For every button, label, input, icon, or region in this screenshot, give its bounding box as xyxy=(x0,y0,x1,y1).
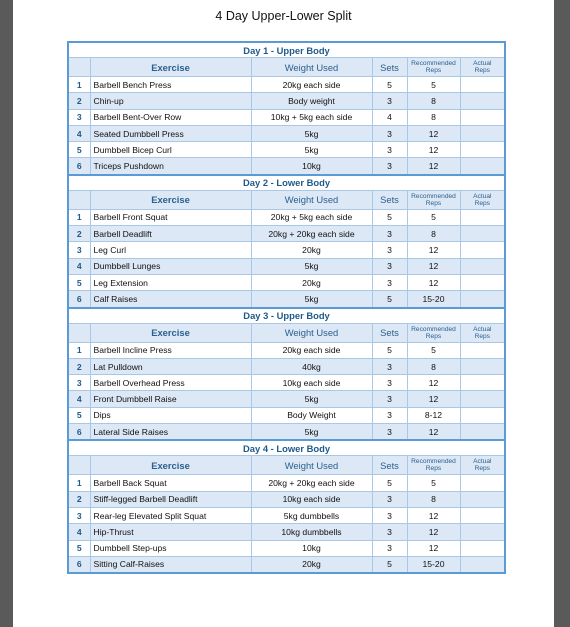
exercise-name: Barbell Overhead Press xyxy=(90,375,251,391)
actual-reps xyxy=(460,540,505,556)
sets-count: 3 xyxy=(372,507,407,523)
row-number: 4 xyxy=(68,391,90,407)
table-row xyxy=(68,125,505,141)
sets-count: 3 xyxy=(372,274,407,290)
row-number: 5 xyxy=(68,142,90,158)
exercise-name: Barbell Incline Press xyxy=(90,342,251,358)
exercise-name: Hip-Thrust xyxy=(90,524,251,540)
weight-used: 40kg xyxy=(251,358,372,374)
row-number: 4 xyxy=(68,258,90,274)
actual-reps xyxy=(460,258,505,274)
weight-used: Body Weight xyxy=(251,407,372,423)
row-number: 1 xyxy=(68,342,90,358)
exercise-name: Dumbbell Step-ups xyxy=(90,540,251,556)
exercise-name: Calf Raises xyxy=(90,291,251,308)
column-header-row xyxy=(68,58,505,77)
header-recommended-reps: Recommended Reps xyxy=(407,190,460,209)
exercise-name: Dumbbell Bicep Curl xyxy=(90,142,251,158)
recommended-reps: 12 xyxy=(407,524,460,540)
weight-used: 5kg xyxy=(251,291,372,308)
column-header-row xyxy=(68,323,505,342)
recommended-reps: 8 xyxy=(407,93,460,109)
header-actual-reps: Actual Reps xyxy=(460,323,505,342)
recommended-reps: 15-20 xyxy=(407,556,460,573)
exercise-name: Seated Dumbbell Press xyxy=(90,125,251,141)
row-number: 6 xyxy=(68,291,90,308)
actual-reps xyxy=(460,158,505,175)
sets-count: 3 xyxy=(372,358,407,374)
table-row xyxy=(68,475,505,491)
exercise-name: Lateral Side Raises xyxy=(90,424,251,441)
row-number: 2 xyxy=(68,358,90,374)
actual-reps xyxy=(460,242,505,258)
actual-reps xyxy=(460,507,505,523)
sets-count: 3 xyxy=(372,125,407,141)
actual-reps xyxy=(460,556,505,573)
day-title: Day 1 - Upper Body xyxy=(68,42,505,58)
recommended-reps: 8-12 xyxy=(407,407,460,423)
header-sets: Sets xyxy=(372,323,407,342)
actual-reps xyxy=(460,358,505,374)
document-title: 4 Day Upper-Lower Split xyxy=(215,9,352,23)
day-section-header xyxy=(68,175,505,191)
header-exercise: Exercise xyxy=(90,190,251,209)
header-weight: Weight Used xyxy=(251,190,372,209)
row-number: 6 xyxy=(68,556,90,573)
sets-count: 5 xyxy=(372,77,407,93)
recommended-reps: 12 xyxy=(407,242,460,258)
row-number: 1 xyxy=(68,209,90,225)
table-row xyxy=(68,209,505,225)
weight-used: 5kg dumbbells xyxy=(251,507,372,523)
sets-count: 5 xyxy=(372,291,407,308)
header-exercise: Exercise xyxy=(90,323,251,342)
workout-table xyxy=(67,41,506,574)
exercise-name: Barbell Bench Press xyxy=(90,77,251,93)
exercise-name: Chin-up xyxy=(90,93,251,109)
recommended-reps: 12 xyxy=(407,507,460,523)
header-number-cell xyxy=(68,58,90,77)
table-row xyxy=(68,93,505,109)
row-number: 2 xyxy=(68,226,90,242)
header-actual-reps: Actual Reps xyxy=(460,190,505,209)
recommended-reps: 12 xyxy=(407,375,460,391)
row-number: 6 xyxy=(68,424,90,441)
weight-used: 20kg + 5kg each side xyxy=(251,209,372,225)
sets-count: 3 xyxy=(372,540,407,556)
sets-count: 3 xyxy=(372,375,407,391)
recommended-reps: 8 xyxy=(407,226,460,242)
document-page xyxy=(13,0,554,627)
exercise-name: Dumbbell Lunges xyxy=(90,258,251,274)
exercise-name: Barbell Front Squat xyxy=(90,209,251,225)
sets-count: 4 xyxy=(372,109,407,125)
row-number: 6 xyxy=(68,158,90,175)
weight-used: 5kg xyxy=(251,142,372,158)
actual-reps xyxy=(460,274,505,290)
table-row xyxy=(68,226,505,242)
sets-count: 3 xyxy=(372,93,407,109)
exercise-name: Leg Curl xyxy=(90,242,251,258)
actual-reps xyxy=(460,424,505,441)
sets-count: 3 xyxy=(372,226,407,242)
recommended-reps: 8 xyxy=(407,358,460,374)
recommended-reps: 12 xyxy=(407,391,460,407)
header-recommended-reps: Recommended Reps xyxy=(407,323,460,342)
weight-used: 10kg xyxy=(251,540,372,556)
table-row xyxy=(68,142,505,158)
day-title: Day 2 - Lower Body xyxy=(68,175,505,191)
weight-used: 10kg dumbbells xyxy=(251,524,372,540)
table-row xyxy=(68,507,505,523)
sets-count: 3 xyxy=(372,142,407,158)
weight-used: 10kg each side xyxy=(251,375,372,391)
header-sets: Sets xyxy=(372,456,407,475)
weight-used: 10kg each side xyxy=(251,491,372,507)
table-row xyxy=(68,524,505,540)
actual-reps xyxy=(460,109,505,125)
header-recommended-reps: Recommended Reps xyxy=(407,456,460,475)
row-number: 5 xyxy=(68,540,90,556)
actual-reps xyxy=(460,125,505,141)
header-exercise: Exercise xyxy=(90,456,251,475)
recommended-reps: 5 xyxy=(407,475,460,491)
actual-reps xyxy=(460,407,505,423)
actual-reps xyxy=(460,291,505,308)
recommended-reps: 5 xyxy=(407,209,460,225)
header-actual-reps: Actual Reps xyxy=(460,456,505,475)
actual-reps xyxy=(460,375,505,391)
weight-used: 5kg xyxy=(251,125,372,141)
sets-count: 5 xyxy=(372,475,407,491)
weight-used: Body weight xyxy=(251,93,372,109)
exercise-name: Leg Extension xyxy=(90,274,251,290)
row-number: 2 xyxy=(68,491,90,507)
day-section-header xyxy=(68,308,505,324)
weight-used: 20kg + 20kg each side xyxy=(251,475,372,491)
day-title: Day 3 - Upper Body xyxy=(68,308,505,324)
exercise-name: Barbell Deadlift xyxy=(90,226,251,242)
row-number: 3 xyxy=(68,109,90,125)
exercise-name: Dips xyxy=(90,407,251,423)
table-row xyxy=(68,358,505,374)
recommended-reps: 12 xyxy=(407,142,460,158)
actual-reps xyxy=(460,226,505,242)
weight-used: 20kg each side xyxy=(251,342,372,358)
weight-used: 20kg each side xyxy=(251,77,372,93)
header-sets: Sets xyxy=(372,58,407,77)
weight-used: 20kg + 20kg each side xyxy=(251,226,372,242)
sets-count: 3 xyxy=(372,491,407,507)
weight-used: 20kg xyxy=(251,274,372,290)
day-section-header xyxy=(68,440,505,456)
sets-count: 3 xyxy=(372,407,407,423)
sets-count: 3 xyxy=(372,242,407,258)
sets-count: 3 xyxy=(372,391,407,407)
table-row xyxy=(68,540,505,556)
actual-reps xyxy=(460,93,505,109)
table-row xyxy=(68,556,505,573)
row-number: 3 xyxy=(68,507,90,523)
table-row xyxy=(68,407,505,423)
actual-reps xyxy=(460,524,505,540)
header-actual-reps: Actual Reps xyxy=(460,58,505,77)
column-header-row xyxy=(68,456,505,475)
weight-used: 5kg xyxy=(251,391,372,407)
sets-count: 3 xyxy=(372,524,407,540)
recommended-reps: 12 xyxy=(407,125,460,141)
header-number-cell xyxy=(68,190,90,209)
weight-used: 10kg xyxy=(251,158,372,175)
actual-reps xyxy=(460,391,505,407)
actual-reps xyxy=(460,209,505,225)
row-number: 4 xyxy=(68,524,90,540)
recommended-reps: 5 xyxy=(407,342,460,358)
day-title: Day 4 - Lower Body xyxy=(68,440,505,456)
recommended-reps: 12 xyxy=(407,424,460,441)
header-weight: Weight Used xyxy=(251,58,372,77)
table-row xyxy=(68,109,505,125)
exercise-name: Barbell Back Squat xyxy=(90,475,251,491)
sets-count: 3 xyxy=(372,424,407,441)
sets-count: 3 xyxy=(372,158,407,175)
actual-reps xyxy=(460,77,505,93)
exercise-name: Lat Pulldown xyxy=(90,358,251,374)
recommended-reps: 12 xyxy=(407,540,460,556)
table-row xyxy=(68,258,505,274)
exercise-name: Stiff-legged Barbell Deadlift xyxy=(90,491,251,507)
weight-used: 5kg xyxy=(251,258,372,274)
row-number: 4 xyxy=(68,125,90,141)
header-number-cell xyxy=(68,456,90,475)
table-row xyxy=(68,242,505,258)
recommended-reps: 15-20 xyxy=(407,291,460,308)
recommended-reps: 8 xyxy=(407,491,460,507)
header-sets: Sets xyxy=(372,190,407,209)
header-weight: Weight Used xyxy=(251,456,372,475)
row-number: 5 xyxy=(68,407,90,423)
sets-count: 5 xyxy=(372,556,407,573)
table-row xyxy=(68,375,505,391)
weight-used: 20kg xyxy=(251,556,372,573)
sets-count: 5 xyxy=(372,209,407,225)
exercise-name: Triceps Pushdown xyxy=(90,158,251,175)
header-exercise: Exercise xyxy=(90,58,251,77)
exercise-name: Barbell Bent-Over Row xyxy=(90,109,251,125)
table-row xyxy=(68,342,505,358)
table-row xyxy=(68,158,505,175)
row-number: 1 xyxy=(68,77,90,93)
actual-reps xyxy=(460,475,505,491)
row-number: 3 xyxy=(68,242,90,258)
recommended-reps: 12 xyxy=(407,258,460,274)
actual-reps xyxy=(460,142,505,158)
table-row xyxy=(68,391,505,407)
sets-count: 3 xyxy=(372,258,407,274)
actual-reps xyxy=(460,491,505,507)
weight-used: 5kg xyxy=(251,424,372,441)
table-row xyxy=(68,274,505,290)
header-weight: Weight Used xyxy=(251,323,372,342)
exercise-name: Rear-leg Elevated Split Squat xyxy=(90,507,251,523)
table-row xyxy=(68,491,505,507)
exercise-name: Front Dumbbell Raise xyxy=(90,391,251,407)
weight-used: 20kg xyxy=(251,242,372,258)
header-number-cell xyxy=(68,323,90,342)
recommended-reps: 12 xyxy=(407,158,460,175)
row-number: 1 xyxy=(68,475,90,491)
weight-used: 10kg + 5kg each side xyxy=(251,109,372,125)
recommended-reps: 5 xyxy=(407,77,460,93)
recommended-reps: 8 xyxy=(407,109,460,125)
day-section-header xyxy=(68,42,505,58)
table-row xyxy=(68,291,505,308)
actual-reps xyxy=(460,342,505,358)
exercise-name: Sitting Calf-Raises xyxy=(90,556,251,573)
row-number: 5 xyxy=(68,274,90,290)
sets-count: 5 xyxy=(372,342,407,358)
header-recommended-reps: Recommended Reps xyxy=(407,58,460,77)
row-number: 3 xyxy=(68,375,90,391)
column-header-row xyxy=(68,190,505,209)
recommended-reps: 12 xyxy=(407,274,460,290)
table-row xyxy=(68,424,505,441)
row-number: 2 xyxy=(68,93,90,109)
table-row xyxy=(68,77,505,93)
